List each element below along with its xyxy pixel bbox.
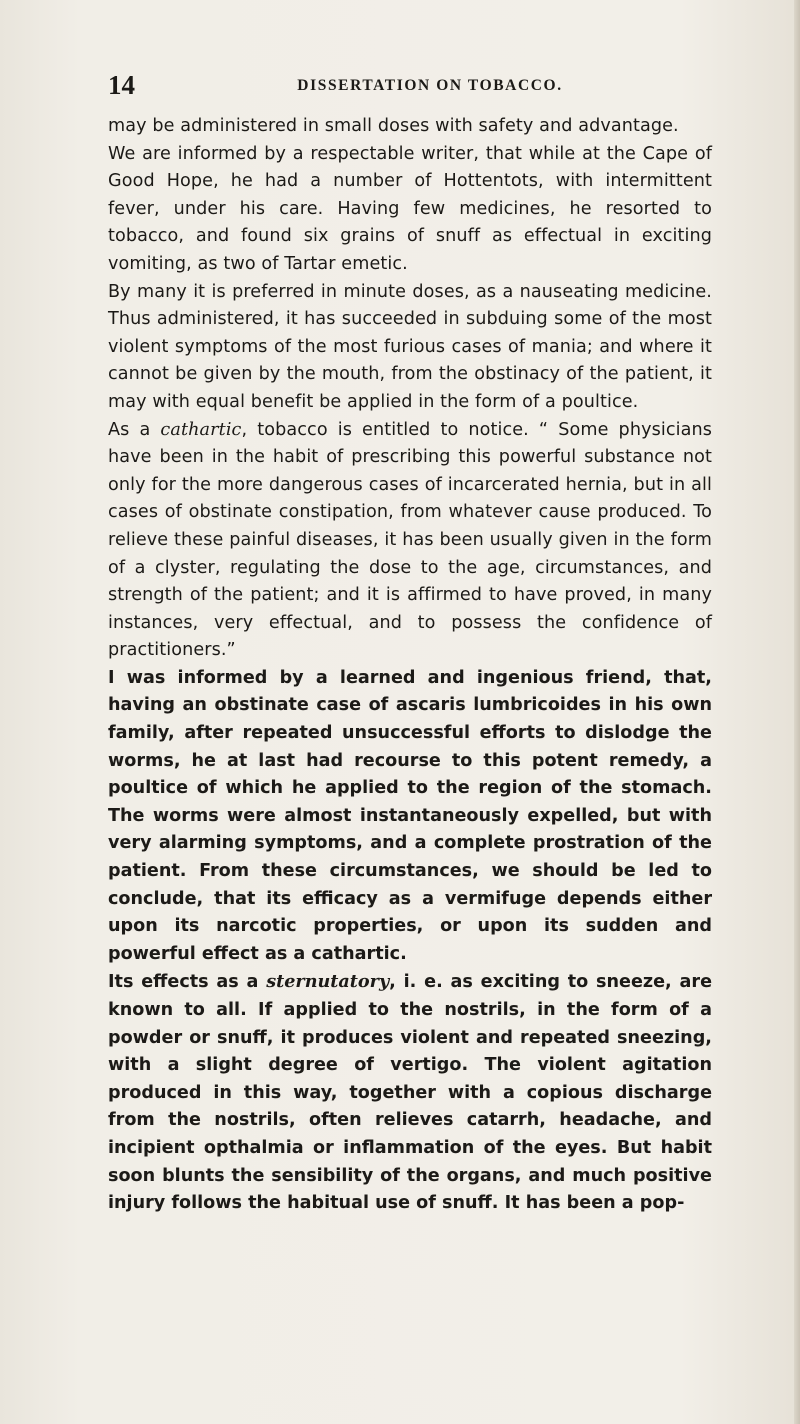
paragraph-hottentots: We are informed by a respectable writer, that while at the Cape of Good Hope, he had a number of Hottentots, with intermittent fever, under his care. Having few medicines, he resorted to tobacco, and found six grains of snuff as effectual in exciting vomiting, as two of Tartar emetic. <box>108 143 712 274</box>
page-number: 14 <box>108 70 135 100</box>
sternutatory-body: , i. e. as exciting to sneeze, are known to all. If applied to the nostrils, in the form of a powder or snuff, it produces violent and repeated sneezing, with a slight degree of vertigo. The violent agitation produced in this way, together with a copious discharge from the nostrils, often relieves catarrh, headache, and incipient opthalmia or inflammation of the eyes. But habit soon blunts the sensibility of the organs, and much positive injury follows the habitual use of snuff. It has been a pop- <box>108 972 712 1214</box>
cathartic-lead: As a <box>108 419 161 440</box>
paragraph-cathartic <box>108 417 712 665</box>
body-text <box>108 113 712 1218</box>
paragraph-continued: may be administered in small doses with safety and advantage. <box>108 116 679 136</box>
cathartic-body: , tobacco is entitled to notice. “ Some physicians have been in the habit of prescribing this powerful substance not only for the more dangerous cases of incarcerated hernia, but in all cases of obstinate constipation, from whatever cause produced. To relieve these painful diseases, it has been usually given in the form of a clyster, regulating the dose to the age, circumstances, and strength of the patient; and it is affirmed to have proved, in many instances, very effectual, and to possess the confidence of practitioners.” <box>108 419 712 661</box>
sternutatory-lead: Its effects as a <box>108 972 267 993</box>
sternutatory-term: sternutatory <box>266 971 390 993</box>
page-edge <box>794 0 800 1424</box>
cathartic-term: cathartic <box>160 419 242 440</box>
paragraph-vermifuge: I was informed by a learned and ingenious friend, that, having an obstinate case of ascaris lumbricoides in his own family, after repeated unsuccessful efforts to dislodge the worms, he at last had recourse to this potent remedy, a poultice of which he applied to the region of the stomach. The worms were almost instantaneously expelled, but with very alarming symptoms, and a complete prostration of the patient. From these circumstances, we should be led to conclude, that its efficacy as a vermifuge depends either upon its narcotic properties, or upon its sudden and powerful effect as a cathartic. <box>108 667 712 964</box>
paragraph-sternutatory <box>108 968 712 1217</box>
paragraph-nauseating: By many it is preferred in minute doses, as a nauseating medicine. Thus administered, it has succeeded in subduing some of the most violent symptoms of the most furious cases of mania; and where it cannot be given by the mouth, from the obstinacy of the patient, it may with equal benefit be applied in the form of a poultice. <box>108 281 712 412</box>
running-head: DISSERTATION ON TOBACCO. <box>297 77 563 94</box>
bold-text-block <box>108 665 712 1218</box>
page-header <box>108 70 708 100</box>
